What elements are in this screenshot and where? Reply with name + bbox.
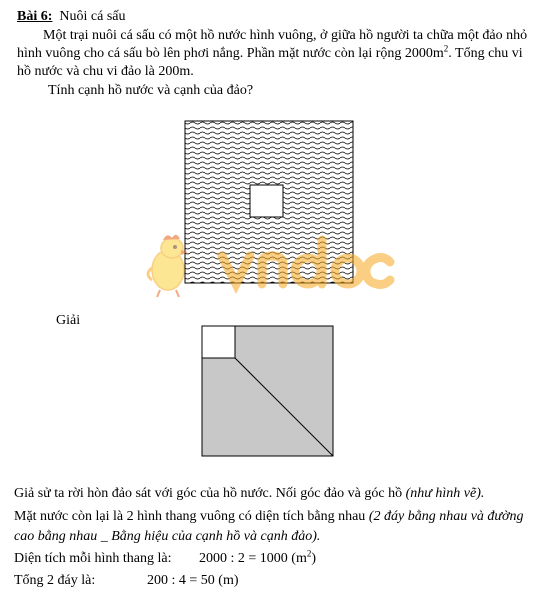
solution-heading: Giải	[56, 313, 81, 328]
solution-p2-italic: (2 đáy bằng nhau và đường	[368, 509, 524, 524]
trapezoid-area-label: Diện tích mỗi hình thang là:	[14, 551, 172, 566]
island-corner-square	[202, 326, 235, 358]
trapezoid-area-value	[199, 550, 316, 568]
problem-line-1: Một trại nuôi cá sấu có một hồ nước hình vuông, ở giữa hồ người ta chữa một đảo nhỏ	[43, 28, 528, 43]
solution-p1-italic: (như hình vẽ).	[405, 486, 485, 501]
problem-question: Tính cạnh hồ nước và cạnh của đảo?	[48, 83, 254, 98]
solution-p2-text: Mặt nước còn lại là 2 hình thang vuông có diện tích bằng nhau	[14, 509, 369, 524]
solution-paragraph-3: cao bằng nhau _ Bằng hiệu của cạnh hồ và cạnh đảo).	[14, 529, 321, 544]
solution-paragraph-1	[14, 485, 484, 503]
trapezoid-area-expr: 2000 : 2 = 1000 (m	[199, 551, 307, 566]
solution-p1-text: Giả sử ta rời hòn đảo sát với góc của hồ nước. Nối góc đảo và góc hồ	[14, 486, 406, 501]
trapezoid-area-exponent: 2	[306, 548, 312, 559]
bases-sum-value: 200 : 4 = 50 (m)	[147, 573, 239, 588]
area-exponent: 2	[443, 43, 449, 54]
problem-line-2-text: hình vuông cho cá sấu bò lên phơi nắng. Phần mặt nước còn lại rộng 2000m	[17, 46, 444, 61]
problem-line-3: hồ nước và chu vi đảo là 200m.	[17, 64, 194, 79]
solution-paragraph-2	[14, 508, 524, 526]
problem-label: Bài 6:	[17, 9, 53, 24]
trapezoid-area-close: )	[311, 551, 317, 566]
problem-title: Nuôi cá sấu	[59, 9, 126, 24]
problem-line-2-tail: . Tổng chu vi	[448, 46, 523, 61]
bases-sum-label: Tổng 2 đáy là:	[14, 573, 96, 588]
watermark-text: vndoc	[300, 300, 303, 301]
